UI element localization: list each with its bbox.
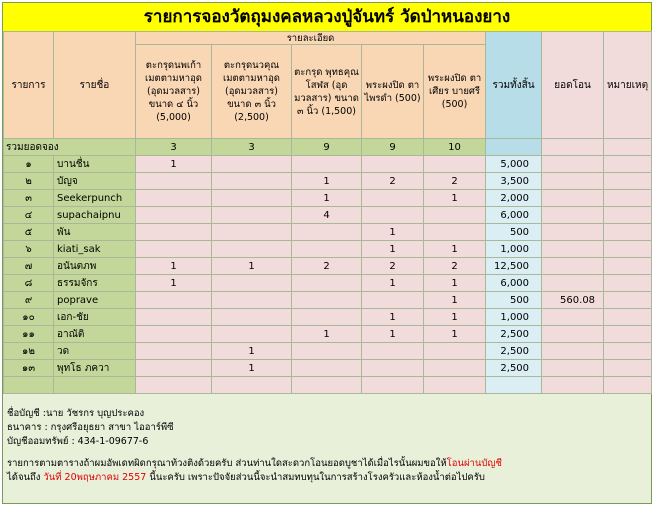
row-name: kiati_sak [54,241,136,258]
row-paid [542,377,604,394]
table-row [4,258,652,275]
row-name: บานชื่น [54,156,136,173]
row-qty [136,207,212,224]
summary-label: รวมยอดจอง [4,139,136,156]
row-number: ๔ [4,207,54,224]
row-qty [136,190,212,207]
row-paid [542,258,604,275]
row-total: 1,000 [486,241,542,258]
col-header-paid: ยอดโอน [542,32,604,139]
row-qty [292,309,362,326]
col-header-item-5: พระผงปิด ตาเศียร บายศรี (500) [424,45,486,139]
row-qty: 1 [424,241,486,258]
row-paid [542,326,604,343]
sheet-title: รายการจองวัตถุมงคลหลวงปู่จันทร์ วัดป่าหนองยาง [3,3,651,32]
row-paid [542,343,604,360]
row-qty [136,360,212,377]
row-note [604,309,652,326]
row-paid [542,190,604,207]
col-header-detail: รายละเอียด [136,32,486,45]
row-number: ๑๐ [4,309,54,326]
row-number: ๒ [4,173,54,190]
row-number: ๑๓ [4,360,54,377]
summary-total-cell [486,139,542,156]
col-header-item-4: พระผงปิด ตาไพรดำ (500) [362,45,424,139]
row-qty [424,377,486,394]
row-note [604,360,652,377]
row-qty [136,173,212,190]
table-row [4,207,652,224]
note-deadline: วันที่ 20พฤษภาคม 2557 [43,472,147,483]
row-qty [136,377,212,394]
row-qty [212,207,292,224]
row-qty [212,156,292,173]
col-header-item-1: ตะกรุดนพเก้า เมตตามหาอุด (อุดมวลสาร) ขนาด ๔ นิ้ว (5,000) [136,45,212,139]
row-name: อนันตภพ [54,258,136,275]
row-total: 2,500 [486,326,542,343]
row-name: supachaipnu [54,207,136,224]
note-text: รายการตามตารางถ้าผมอัพเดทผิดกรุณาท้วงติงด้วยครับ ส่วนท่านใดสะดวกโอนยอดบูชาได้เมื่อไรนั้นผมขอให้ [7,458,447,469]
row-qty [362,292,424,309]
row-qty: 4 [292,207,362,224]
row-qty [212,377,292,394]
row-number: ๓ [4,190,54,207]
row-note [604,207,652,224]
row-qty: 1 [424,292,486,309]
table-row [4,309,652,326]
row-qty [362,190,424,207]
row-number: ๙ [4,292,54,309]
summary-value: 3 [212,139,292,156]
row-qty [212,326,292,343]
spreadsheet [2,2,652,504]
row-qty [212,190,292,207]
col-header-note: หมายเหตุ [604,32,652,139]
row-qty [136,343,212,360]
row-total: 2,000 [486,190,542,207]
row-number: ๗ [4,258,54,275]
row-qty: 1 [292,190,362,207]
bank-name: ธนาคาร : กรุงศรีอยุธยา สาขา ไออาร์พีซี [7,422,174,433]
row-qty: 1 [292,326,362,343]
row-note [604,292,652,309]
row-name: พัน [54,224,136,241]
row-qty: 1 [136,258,212,275]
row-qty [136,224,212,241]
row-qty: 1 [136,156,212,173]
row-qty [292,377,362,394]
row-total: 2,500 [486,360,542,377]
summary-value: 9 [362,139,424,156]
row-number: ๕ [4,224,54,241]
row-name: บัญจ [54,173,136,190]
row-qty: 2 [292,258,362,275]
table-row [4,292,652,309]
summary-row [4,139,652,156]
table-row [4,241,652,258]
payment-info [7,407,647,485]
row-qty: 1 [362,326,424,343]
row-qty [292,343,362,360]
col-header-no: รายการ [4,32,54,139]
row-qty [362,156,424,173]
row-paid [542,275,604,292]
table-row [4,326,652,343]
summary-note-cell [604,139,652,156]
row-note [604,224,652,241]
row-note [604,275,652,292]
row-qty [212,173,292,190]
row-name: พุทโธ ภควา [54,360,136,377]
row-total: 6,000 [486,207,542,224]
row-qty [292,292,362,309]
table-row [4,156,652,173]
row-qty [424,360,486,377]
col-header-name: รายชื่อ [54,32,136,139]
row-number: ๘ [4,275,54,292]
row-name: วด [54,343,136,360]
row-qty: 2 [362,173,424,190]
row-qty [136,309,212,326]
row-total: 3,500 [486,173,542,190]
row-qty: 1 [292,173,362,190]
row-name: Seekerpunch [54,190,136,207]
row-paid [542,360,604,377]
row-total: 5,000 [486,156,542,173]
row-paid [542,207,604,224]
row-paid [542,156,604,173]
table-row [4,377,652,394]
row-qty: 1 [362,241,424,258]
row-total: 1,000 [486,309,542,326]
summary-value: 10 [424,139,486,156]
row-qty [424,207,486,224]
note-highlight: โอนผ่านบัญชี [446,458,502,469]
row-note [604,190,652,207]
row-paid: 560.08 [542,292,604,309]
account-number: บัญชีออมทรัพย์ : 434-1-09677-6 [7,436,149,447]
note-text: นี้นะครับ เพราะปัจจัยส่วนนี้จะนำสมทบทุนในการสร้างโรงครัวและห้องน้ำต่อไปครับ [146,472,485,483]
row-qty: 1 [424,190,486,207]
row-qty [212,309,292,326]
row-number: ๑ [4,156,54,173]
row-name: อาณัติ [54,326,136,343]
row-qty: 1 [212,360,292,377]
row-note [604,326,652,343]
table-row [4,190,652,207]
summary-paid-cell [542,139,604,156]
summary-value: 9 [292,139,362,156]
note-text: ได้จนถึง [7,472,44,483]
row-qty [212,224,292,241]
row-note [604,156,652,173]
row-qty [292,224,362,241]
table-row [4,275,652,292]
row-qty [292,360,362,377]
summary-value: 3 [136,139,212,156]
row-note [604,241,652,258]
row-qty: 2 [362,258,424,275]
row-name: เอก-ชัย [54,309,136,326]
row-qty [212,275,292,292]
row-total [486,377,542,394]
row-qty [292,156,362,173]
row-qty [136,326,212,343]
table-row [4,360,652,377]
row-qty [292,241,362,258]
row-qty [424,343,486,360]
row-note [604,258,652,275]
row-number: ๖ [4,241,54,258]
col-header-total: รวมทั้งสิ้น [486,32,542,139]
row-qty [212,292,292,309]
note-line-2 [7,471,647,485]
row-qty [292,275,362,292]
row-note [604,173,652,190]
col-header-item-3: ตะกรุด พุทธคุณ โสฬส (อุด มวลสาร) ขนาด ๓ นิ้ว (1,500) [292,45,362,139]
row-qty: 1 [362,224,424,241]
table-row [4,343,652,360]
row-qty [136,241,212,258]
row-note [604,343,652,360]
row-qty: 1 [212,258,292,275]
row-qty [362,377,424,394]
row-paid [542,309,604,326]
row-qty: 1 [362,309,424,326]
row-total: 2,500 [486,343,542,360]
row-number [4,377,54,394]
row-qty [362,343,424,360]
row-number: ๑๑ [4,326,54,343]
row-paid [542,241,604,258]
row-name: ธรรมจักร [54,275,136,292]
row-qty: 2 [424,258,486,275]
table-row [4,224,652,241]
row-paid [542,173,604,190]
row-qty: 1 [424,275,486,292]
row-qty: 1 [362,275,424,292]
row-qty [362,207,424,224]
row-qty: 2 [424,173,486,190]
row-note [604,377,652,394]
row-qty: 1 [136,275,212,292]
booking-table [3,31,652,394]
col-header-item-2: ตะกรุดนวคุณ เมตตามหาอุด (อุดมวลสาร) ขนาด ๓ นิ้ว (2,500) [212,45,292,139]
row-name: poprave [54,292,136,309]
row-paid [542,224,604,241]
row-number: ๑๒ [4,343,54,360]
row-qty [362,360,424,377]
row-total: 500 [486,292,542,309]
row-total: 500 [486,224,542,241]
row-name [54,377,136,394]
row-total: 6,000 [486,275,542,292]
note-line-1 [7,457,647,471]
account-name: ชื่อบัญชี :นาย วัชรกร บุญประคอง [7,408,145,419]
row-qty: 1 [424,326,486,343]
row-qty: 1 [424,309,486,326]
row-qty [424,224,486,241]
row-qty [424,156,486,173]
row-qty [212,241,292,258]
row-qty: 1 [212,343,292,360]
row-qty [136,292,212,309]
row-total: 12,500 [486,258,542,275]
table-row [4,173,652,190]
